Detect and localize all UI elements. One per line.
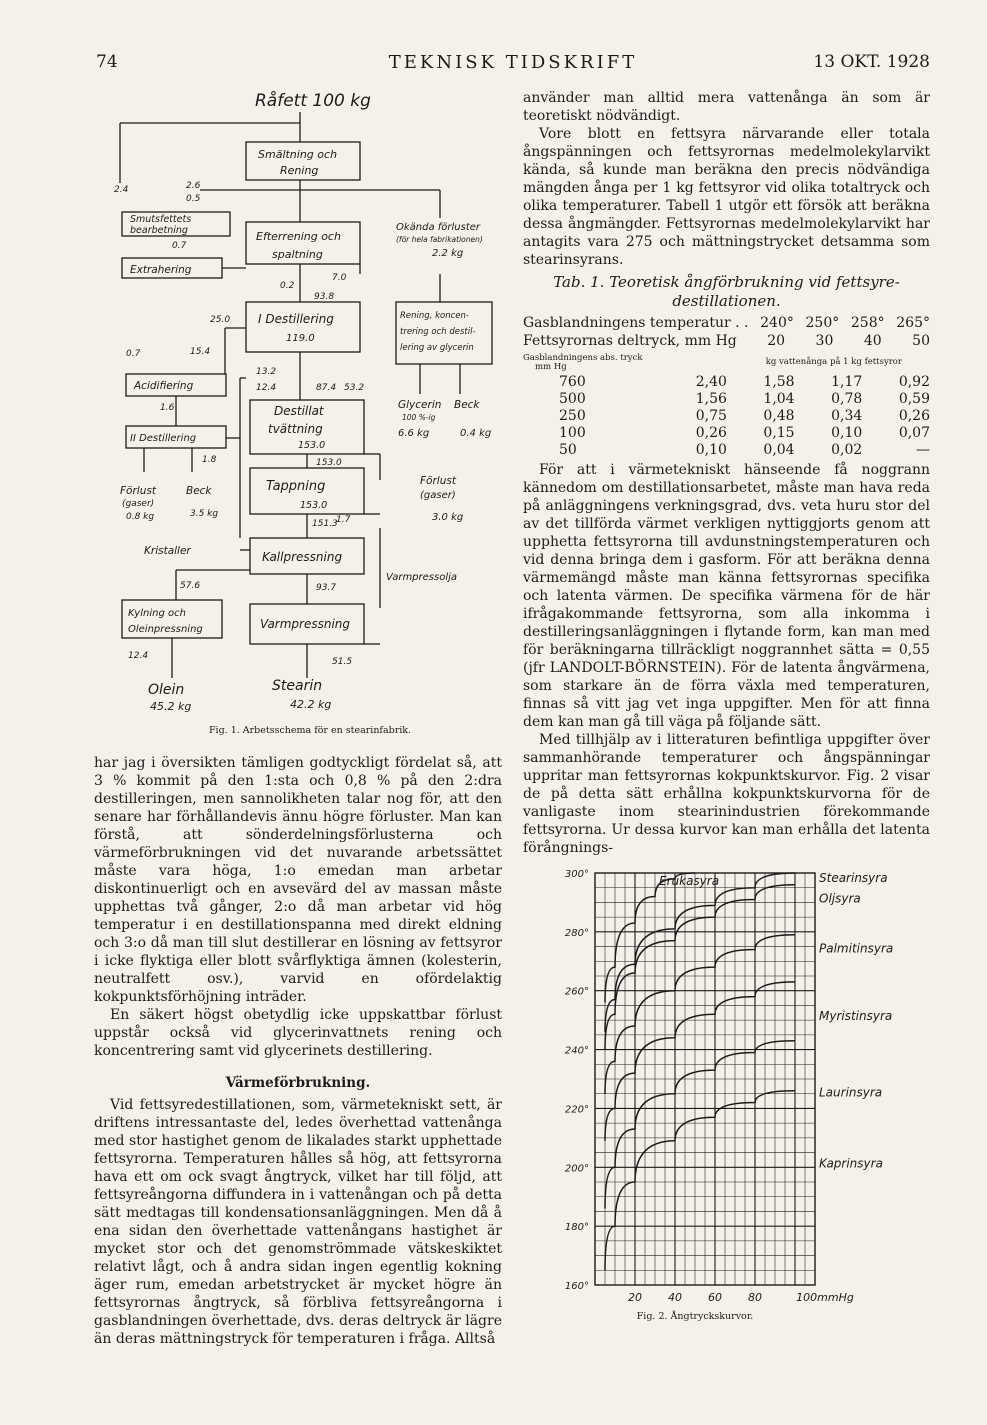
right-paragraph-4: Med tillhjälp av i litteraturen befintliga uppgifter över sammanhörande temperaturer och ångspänningar uppritar man fettsyrornas kokpunktskurvor. Fig. 2 visar de på detta sätt erhållna kokpunktskurvorna för de vanligaste inom stearinindustrien förekommande fettsyrorna. Ur dessa kurvor kan man erhålla det latenta förångnings- bbox=[523, 732, 930, 856]
raw-material-label: Råfett 100 kg bbox=[255, 91, 371, 111]
table1-value-cell: 1,56 bbox=[695, 391, 727, 407]
table1-value-cell: 0,10 bbox=[695, 442, 727, 458]
table1-col-headers bbox=[523, 354, 930, 372]
box-kallpressning-label: Kallpressning bbox=[262, 550, 343, 564]
y-tick-label: 260° bbox=[564, 986, 589, 998]
x-tick-label: 20 bbox=[628, 1291, 642, 1304]
table1-row bbox=[523, 374, 930, 391]
left-paragraph-1: har jag i översikten tämligen godtyckligt fördelat så, att 3 % kommit på den 1:sta och 0,8 % på den 2:dra destilleringen, men sannolikheten talar nog för, att den senare har förhållandevis ännu högre förluster. Man kan förstå, att sönderdelningsförlusterna och värmeförbrukningen vid det nuvarande arbetssättet måste vara höga, 1:o emedan man arbetar diskontinuerligt och en avsevärd del av massan måste upphettas två gånger, 2:o då man arbetar vid hög temperatur i en destillationspanna med direkt eldning och 3:o då man till slut destillerar en lösning av fettsyror i icke flyktiga eller blott svårflyktiga ämnen (kolesterin, neutralfett osv.), varvid en ofördelaktig kokpunktsförhöjning inträder. bbox=[94, 755, 502, 1005]
figure1-flowchart bbox=[100, 88, 520, 738]
lbl-874: 87.4 bbox=[316, 383, 337, 393]
table1-value-cell: 2,40 bbox=[695, 374, 727, 390]
glycerin-pct: 100 %-ig bbox=[402, 413, 436, 422]
table1-title-line2: destillationen. bbox=[672, 292, 781, 310]
table1-value-cell: 0,78 bbox=[831, 391, 863, 407]
lbl-132: 13.2 bbox=[256, 367, 277, 377]
gaser1-label: (gaser) bbox=[122, 499, 155, 509]
table1-temp-2: 258° bbox=[850, 315, 885, 331]
issue-date: 13 OKT. 1928 bbox=[813, 52, 930, 72]
table1-pressure-3: 50 bbox=[912, 333, 930, 349]
lbl-937: 93.7 bbox=[316, 583, 337, 593]
table1-title-line1: Tab. 1. Teoretisk ångförbrukning vid fettsyre- bbox=[553, 273, 900, 291]
table1-temp-row bbox=[523, 314, 930, 332]
lbl-07: 0.7 bbox=[172, 241, 187, 251]
table1-value-cell: 0,92 bbox=[898, 374, 930, 390]
box-destillering2-label: II Destillering bbox=[130, 433, 197, 444]
box-varmpressning-label: Varmpressning bbox=[260, 617, 351, 631]
series-label-stearinsyra: Stearinsyra bbox=[819, 870, 888, 885]
box-destillat-l2: tvättning bbox=[268, 422, 323, 436]
box-kylning-l1: Kylning och bbox=[128, 608, 186, 619]
table1-col-header-2: mm Hg bbox=[535, 362, 567, 372]
series-label-erukasyra: Erukasyra bbox=[659, 873, 720, 888]
table1-col-header-3: kg vattenånga på 1 kg fettsyror bbox=[765, 357, 902, 367]
table1-temp-0: 240° bbox=[760, 315, 794, 331]
y-tick-label: 280° bbox=[564, 927, 589, 939]
table1-value-cell: 0,07 bbox=[898, 425, 930, 441]
table1-value-cell: 0,26 bbox=[695, 425, 727, 441]
box-destillat-l1: Destillat bbox=[274, 404, 324, 418]
rening-l2: trering och destil- bbox=[400, 327, 476, 337]
table1-pressure-cell: 760 bbox=[559, 374, 586, 390]
lbl-18: 1.8 bbox=[202, 455, 217, 465]
lbl-250: 25.0 bbox=[210, 315, 231, 325]
y-tick-label: 160° bbox=[564, 1281, 589, 1292]
table1-value-cell: 1,04 bbox=[763, 391, 795, 407]
series-line-palmitinsyra bbox=[605, 935, 795, 1094]
table1-pressure-0: 20 bbox=[767, 333, 786, 349]
lbl-124b: 12.4 bbox=[128, 651, 149, 661]
lbl-16: 1.6 bbox=[160, 403, 175, 413]
left-paragraph-2: En säkert högst obetydlig icke uppskattbar förlust uppstår också vid glycerinvattnets rening och koncentrering samt vid glycerinets destillering. bbox=[94, 1007, 502, 1059]
box-extrahering-label: Extrahering bbox=[130, 264, 192, 276]
stearin-kg: 42.2 kg bbox=[290, 698, 332, 711]
series-line-laurinsyra bbox=[605, 1041, 795, 1209]
table1-pressure-cell: 100 bbox=[559, 425, 586, 441]
box-destillering1-l2: 119.0 bbox=[286, 333, 315, 344]
okanda-l3: 2.2 kg bbox=[432, 248, 464, 259]
table1-value-cell: 1,17 bbox=[831, 374, 863, 390]
okanda-l1: Okända förluster bbox=[396, 222, 481, 233]
box-efterrening-l2: spaltning bbox=[272, 248, 323, 261]
lbl-515: 51.5 bbox=[332, 657, 353, 667]
olein-label: Olein bbox=[148, 682, 185, 698]
table1-pressure-cell: 250 bbox=[559, 408, 586, 424]
box-smaltning-l2: Rening bbox=[280, 164, 319, 177]
table1-value-cell: 0,48 bbox=[763, 408, 795, 424]
table1-row bbox=[523, 391, 930, 408]
lbl-1513: 151.3 bbox=[312, 519, 338, 529]
table1-row bbox=[523, 442, 930, 459]
box-smaltning-l1: Smältning och bbox=[258, 148, 338, 161]
lbl-17: 1.7 bbox=[336, 515, 351, 525]
series-label-kaprinsyra: Kaprinsyra bbox=[819, 1156, 883, 1171]
series-line-kaprinsyra bbox=[605, 1091, 795, 1271]
varmpressolja-label: Varmpressolja bbox=[386, 572, 458, 583]
glycerin-kg: 6.6 kg bbox=[398, 428, 430, 439]
figure2-caption: Fig. 2. Ångtryckskurvor. bbox=[636, 1311, 754, 1322]
table1-row bbox=[523, 425, 930, 442]
lbl-70: 7.0 bbox=[332, 273, 347, 283]
forlust1-kg: 0.8 kg bbox=[126, 512, 155, 522]
table1-value-cell: 0,02 bbox=[831, 442, 863, 458]
gaser2-label: (gaser) bbox=[420, 490, 456, 501]
box-smuts-l2: bearbetning bbox=[130, 225, 188, 236]
y-tick-label: 300° bbox=[564, 869, 589, 880]
table1-value-cell: 0,04 bbox=[763, 442, 795, 458]
series-line-stearinsyra bbox=[605, 873, 795, 1032]
lbl-1530: 153.0 bbox=[316, 458, 342, 468]
series-label-laurinsyra: Laurinsyra bbox=[819, 1085, 883, 1100]
forlust2-label: Förlust bbox=[420, 475, 456, 487]
box-acidifiering-label: Acidifiering bbox=[134, 380, 194, 392]
box-destillering1-l1: I Destillering bbox=[258, 312, 334, 326]
table1-value-cell: 0,34 bbox=[831, 408, 863, 424]
stearin-label: Stearin bbox=[272, 678, 323, 694]
lbl-24: 2.4 bbox=[114, 185, 129, 195]
box-destillering1 bbox=[246, 302, 360, 352]
table1-value-cell: — bbox=[916, 442, 930, 458]
table1-pressure-cell: 50 bbox=[559, 442, 577, 458]
y-tick-label: 200° bbox=[564, 1163, 589, 1175]
lbl-07b: 0.7 bbox=[126, 349, 141, 359]
table1 bbox=[523, 314, 930, 459]
series-label-myristinsyra: Myristinsyra bbox=[819, 1009, 893, 1024]
forlust1-label: Förlust bbox=[120, 485, 156, 497]
series-line-erukasyra bbox=[605, 873, 695, 1002]
table1-value-cell: 0,59 bbox=[898, 391, 930, 407]
table1-body bbox=[523, 374, 930, 459]
series-label-palmitinsyra: Palmitinsyra bbox=[819, 941, 894, 956]
table1-temp-label: Gasblandningens temperatur . . bbox=[523, 315, 749, 331]
right-column bbox=[523, 89, 930, 857]
table1-pressure-label: Fettsyrornas deltryck, mm Hg bbox=[523, 333, 737, 349]
right-paragraph-1: använder man alltid mera vattenånga än som är teoretiskt nödvändigt. bbox=[523, 90, 930, 124]
table1-pressure-1: 30 bbox=[815, 333, 834, 349]
beck2-kg: 0.4 kg bbox=[460, 428, 492, 439]
table1-col-header-1: Gasblandningens abs. tryck bbox=[523, 353, 643, 363]
table1-value-cell: 0,15 bbox=[763, 425, 795, 441]
table1-value-cell: 1,58 bbox=[763, 374, 795, 390]
glycerin-label: Glycerin bbox=[398, 399, 442, 411]
lbl-05: 0.5 bbox=[186, 194, 201, 204]
table1-value-cell: 0,75 bbox=[695, 408, 727, 424]
box-tappning-l2: 153.0 bbox=[300, 500, 328, 511]
lbl-124: 12.4 bbox=[256, 383, 277, 393]
series-line-myristinsyra bbox=[605, 982, 795, 1141]
section-heading-varmeforbrukning: Värmeförbrukning. bbox=[225, 1075, 371, 1091]
table1-row bbox=[523, 408, 930, 425]
table1-title bbox=[523, 273, 930, 311]
x-tick-label: 60 bbox=[708, 1291, 722, 1304]
table1-value-cell: 0,26 bbox=[898, 408, 930, 424]
lbl-532: 53.2 bbox=[344, 383, 365, 393]
box-tappning-l1: Tappning bbox=[266, 479, 326, 494]
right-paragraph-3: För att i värmetekniskt hänseende få noggrann kännedom om destillationsarbetet, måste man hava reda på anläggningens verkningsgrad, dvs. veta huru stor del av det tillförda värmet verkligen nyttiggjorts genom att upphetta fettsyrorna till avdunstningstemperaturen och vid denna bringa dem i gasform. För att beräkna denna värmemängd måste man känna fettsyrornas specifika och latenta värmen. De specifika värmena för de här ifrågakommande fettsyrorna, som alla inkomma i destilleringsanläggningen i flytande form, kan man med för beräkningarna tillräckligt noggrannhet sätta = 0,55 (jfr LANDOLT-BÖRNSTEIN). För de latenta ångvärmena, som starkare än de förra växla med temperaturen, finnas så vitt jag vet inga uppgifter. Men för att finna dem kan man gå till väga på följande sätt. bbox=[523, 462, 930, 730]
box-kylning-l2: Oleinpressning bbox=[128, 624, 203, 635]
rening-l1: Rening, koncen- bbox=[400, 311, 469, 321]
lbl-02: 0.2 bbox=[280, 281, 295, 291]
figure2-chart bbox=[545, 855, 945, 1330]
table1-pressure-2: 40 bbox=[863, 333, 882, 349]
x-tick-label: 80 bbox=[748, 1291, 762, 1304]
figure1-caption: Fig. 1. Arbetsschema för en stearinfabrik. bbox=[208, 725, 412, 736]
y-tick-label: 220° bbox=[564, 1104, 589, 1116]
table1-pressure-cell: 500 bbox=[559, 391, 586, 407]
box-destillat-l3: 153.0 bbox=[298, 440, 326, 451]
lbl-154: 15.4 bbox=[190, 347, 211, 357]
page-number: 74 bbox=[96, 52, 118, 72]
right-paragraph-2: Vore blott en fettsyra närvarande eller totala ångspänningen och fettsyrornas medelmolekylarvikt kända, så kunde man beräkna den precis nödvändiga mängden ånga per 1 kg fettsyror vid olika totaltryck och olika temperaturer. Tabell 1 utgör ett försök att beräkna dessa ångmängder. Fettsyrornas medelmolekylarvikt har antagits vara 275 och mättningstrycket detsamma som stearinsyrans. bbox=[523, 126, 930, 268]
lbl-938: 93.8 bbox=[314, 292, 335, 302]
x-tick-label: 40 bbox=[668, 1291, 682, 1304]
kristaller-label: Kristaller bbox=[144, 545, 191, 557]
series-label-oljsyra: Oljsyra bbox=[819, 891, 861, 906]
table1-temp-3: 265° bbox=[896, 315, 930, 331]
left-column bbox=[94, 754, 502, 1348]
okanda-l2: (för hela fabrikationen) bbox=[396, 235, 483, 244]
beck1-label: Beck bbox=[186, 485, 212, 497]
x-tick-label: 100mmHg bbox=[796, 1291, 854, 1304]
table1-col-header-left bbox=[523, 354, 643, 372]
y-tick-label: 240° bbox=[564, 1045, 589, 1057]
table1-pressure-row bbox=[523, 332, 930, 350]
page-header bbox=[96, 52, 930, 78]
lbl-26: 2.6 bbox=[186, 181, 201, 191]
forlust2-kg: 3.0 kg bbox=[432, 512, 464, 523]
left-paragraph-3: Vid fettsyredestillationen, som, värmetekniskt sett, är driftens intressantaste del, ledes överhettad vattenånga med stor hastighet genom de likalades starkt upphettade fettsyrorna. Temperaturen hålles så hög, att fettsyrorna hava ett om ock svagt ångtryck, vilket har till följd, att fettsyreångorna diffundera in i vattenångan och på detta sätt medtagas till kondensationsanläggningen. Men då å ena sidan den överhettade vattenångans hastighet är mycket stor och det genomströmmade vätskeskiktet relativt lågt, och å andra sidan ingen egentlig kokning äger rum, emedan arbetstrycket är mycket högre än fettsyrornas ångtryck, så förbliva fettsyreångorna i gasblandningen överhettade, dvs. deras deltryck är lägre än deras mättningstryck för temperaturen i fråga. Alltså bbox=[94, 1097, 502, 1347]
lbl-576: 57.6 bbox=[180, 581, 201, 591]
beck1-kg: 3.5 kg bbox=[190, 509, 219, 519]
beck2-label: Beck bbox=[454, 399, 480, 411]
y-tick-label: 180° bbox=[564, 1222, 589, 1234]
rening-l3: lering av glycerin bbox=[400, 343, 474, 353]
box-efterrening-l1: Efterrening och bbox=[256, 230, 341, 243]
journal-title: TEKNISK TIDSKRIFT bbox=[388, 52, 638, 73]
olein-kg: 45.2 kg bbox=[150, 700, 192, 713]
box-smuts-l1: Smutsfettets bbox=[130, 214, 192, 225]
series-line-oljsyra bbox=[605, 885, 795, 1050]
table1-temp-1: 250° bbox=[805, 315, 840, 331]
table1-value-cell: 0,10 bbox=[831, 425, 863, 441]
